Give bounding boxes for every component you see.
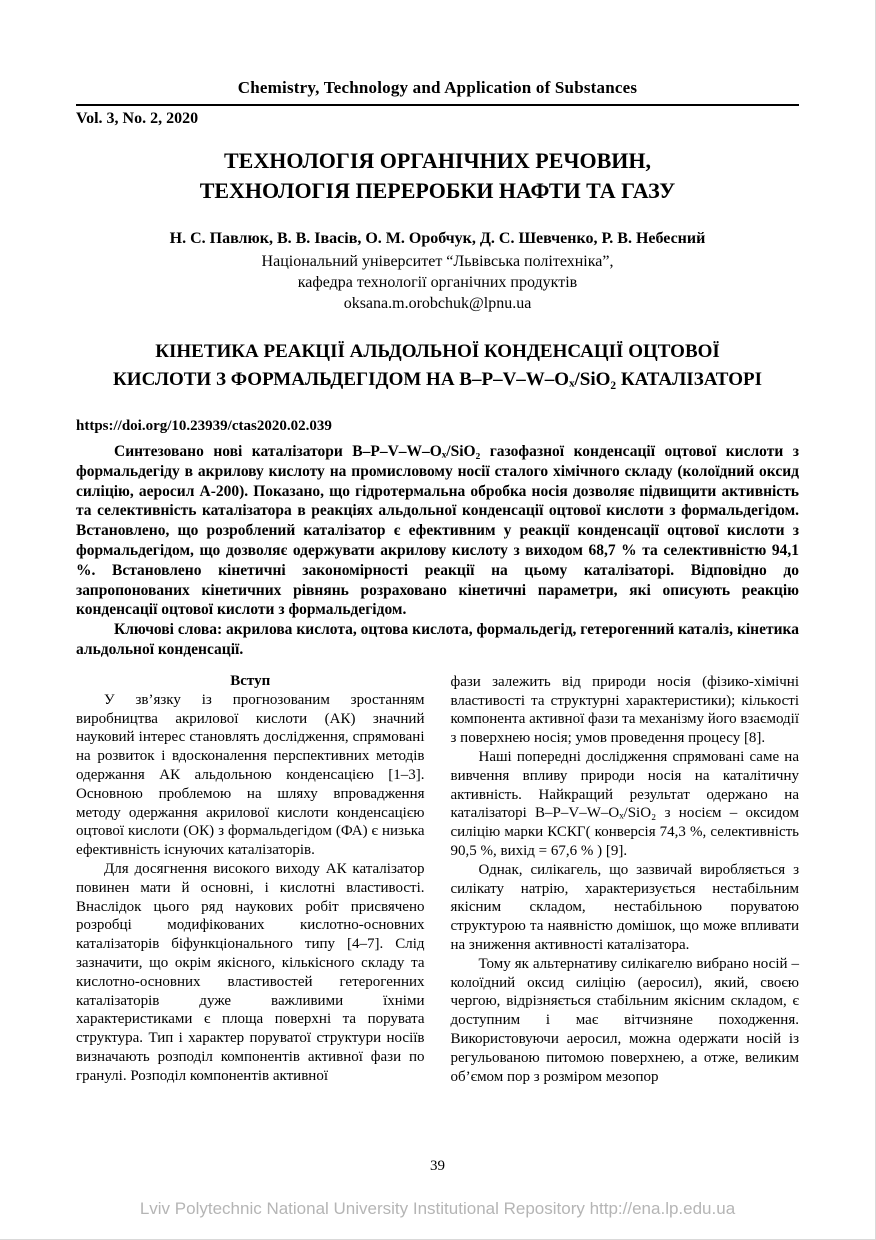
affiliation [76,251,799,314]
section-heading-line2: ТЕХНОЛОГІЯ ПЕРЕРОБКИ НАФТИ ТА ГАЗУ [199,178,676,203]
keywords-list: акрилова кислота, оцтова кислота, формальдегід, гетерогенний каталіз, кінетика альдольної конденсації. [76,621,799,658]
paragraph: У зв’язку із прогнозованим зростанням виробництва акрилової кислоти (АК) значний науковий інтерес становлять дослідження, спрямовані на розвиток і вдосконалення перспективних методів одержання АК альдольною конденсацією [1–3]. Основною проблемою на шляху впровадження методу одержання акрилової кислоти конденсацією оцтової кислоти (ОК) з формальдегідом (ФА) є низька ефективність існуючих каталізаторів. [76,691,425,859]
page-number: 39 [430,1158,445,1174]
affiliation-university: Національний університет “Львівська політехніка”, [261,253,614,270]
abstract-text: Синтезовано нові каталізатори B–P–V–W–Oₓ/SiO₂ газофазної конденсації оцтової кислоти з формальдегіду в акрилову кислоту на промисловому носії сталого хімічного складу (колоїдний оксид силіцію, аеросил А-200). Показано, що гідротермальна обробка носія дозволяє підвищити активність та селективність каталізатора в реакціях альдольної конденсації оцтової кислоти з формальдегідом. Встановлено, що розроблений каталізатор є ефективним у реакції конденсації оцтової кислоти з формальдегідом, що дозволяє одержувати акрилову кислоту з виходом 68,7 % та селективністю 94,1 %. Встановлено кінетичні закономірності реакції на цьому каталізаторі. Відповідно до запропонованих кінетичних рівнянь розраховано кінетичні параметри, які описують реакцію конденсації оцтової кислоти з формальдегідом. [76,443,799,619]
volume-issue: Vol. 3, No. 2, 2020 [76,110,199,127]
paragraph: Тому як альтернативу силікагелю вибрано носій – колоїдний оксид силіцію (аеросил), який, своєю чергою, відрізняється стабільним якісним складом, є доступним і має вітчизняне походження. Використовуючи аеросил, можна одержати носій із регульованою питомою поверхнею, а отже, великим об’ємом пор з розміром мезопор [450,955,799,1085]
intro-heading: Вступ [230,672,271,689]
article-title-line2: КИСЛОТИ З ФОРМАЛЬДЕГІДОМ НА B–P–V–W–Oₓ/SiO₂ КАТАЛІЗАТОРІ [113,369,762,390]
authors: Н. С. Павлюк, В. В. Івасів, О. М. Оробчук, Д. С. Шевченко, Р. В. Небесний [169,230,706,247]
header-divider [76,104,799,106]
right-column [451,673,800,1087]
journal-header [76,78,799,128]
section-heading-line1: ТЕХНОЛОГІЯ ОРГАНІЧНИХ РЕЧОВИН, [223,148,652,173]
keywords [76,620,799,660]
article-title-line1: КІНЕТИКА РЕАКЦІЇ АЛЬДОЛЬНОЇ КОНДЕНСАЦІЇ ОЦТОВОЇ [155,341,720,362]
paragraph: Для досягнення високого виходу АК каталізатор повинен мати й основні, і кислотні властивості. Внаслідок цього ряд наукових робіт присвячено розробці модифікованих кислотно-основних каталізаторів біфункціонального типу [4–7]. Слід зазначити, що окрім якісного, кількісного складу та кислотно-основних властивостей гетерогенних каталізаторів дуже важливими їхніми характеристиками є площа поверхні та порувата структура. Тип і характер поруватої структури носіїв визначають розподіл компонентів активної фази по гранулі. Розподіл компонентів активної [76,860,425,1084]
paragraph: Однак, силікагель, що зазвичай виробляється з силікату натрію, характеризується нестабільним якісним складом, нестабільною поруватою структурою та наявністю домішок, що може впливати на зниження активності каталізатора. [450,861,799,953]
two-column-body [76,673,799,1087]
repository-footer-link[interactable]: Lviv Polytechnic National University Institutional Repository http://ena.lp.edu.ua [139,1199,736,1218]
paragraph: фази залежить від природи носія (фізико-хімічні властивості та структурні характеристики); кількості компонента активної фази та механізму його взаємодії з поверхнею носія; умов проведення процесу [8]. [450,673,799,747]
email-link[interactable]: oksana.m.orobchuk@lpnu.ua [343,295,532,312]
affiliation-department: кафедра технології органічних продуктів [297,274,578,291]
journal-title: Chemistry, Technology and Application of Substances [237,78,638,97]
doi-link[interactable]: https://doi.org/10.23939/ctas2020.02.039 [76,418,332,434]
section-heading [76,146,799,206]
left-column [76,673,425,1087]
paragraph: Наші попередні дослідження спрямовані саме на вивчення впливу природи носія на каталітичну активність. Найкращий результат одержано на каталізаторі B–P–V–W–Oₓ/SiO₂ з носієм – оксидом силіцію марки КСКГ( конверсія 74,3 %, селективність 90,5 %, вихід = 67,6 % ) [9]. [450,748,799,859]
article-title [76,338,799,394]
keywords-label: Ключові слова: [114,621,223,639]
